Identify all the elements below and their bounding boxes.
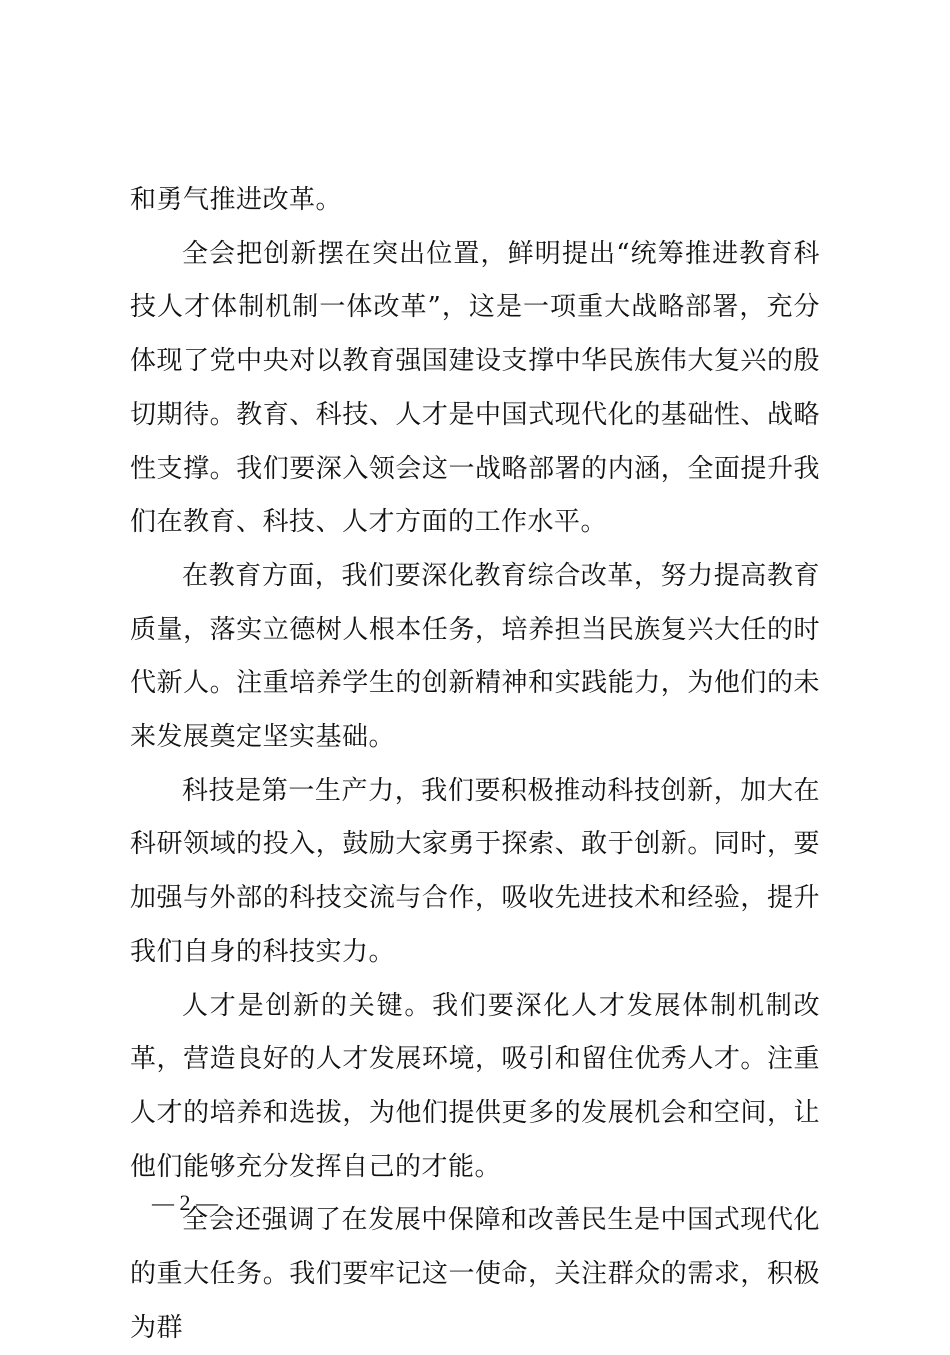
paragraph-continuation: 和勇气推进改革。 <box>130 185 343 215</box>
paragraph-talent: 人才是创新的关键。我们要深化人才发展体制机制改革，营造良好的人才发展环境，吸引和留住优秀人才。注重人才的培养和选拔，为他们提供更多的发展机会和空间，让他们能够充分发挥自己的才能。 <box>130 990 820 1182</box>
page-number: — 2 — <box>152 1190 218 1215</box>
paragraph-livelihood: 全会还强调了在发展中保障和改善民生是中国式现代化的重大任务。我们要牢记这一使命，关注群众的需求，积极为群 <box>130 1205 820 1343</box>
body-text <box>130 174 820 1355</box>
paragraph-education: 在教育方面，我们要深化教育综合改革，努力提高教育质量，落实立德树人根本任务，培养担当民族复兴大任的时代新人。注重培养学生的创新精神和实践能力，为他们的未来发展奠定坚实基础。 <box>130 560 820 753</box>
paragraph-innovation: 全会把创新摆在突出位置，鲜明提出“统筹推进教育科技人才体制机制一体改革”，这是一项重大战略部署，充分体现了党中央对以教育强国建设支撑中华民族伟大复兴的殷切期待。教育、科技、人才是中国式现代化的基础性、战略性支撑。我们要深入领会这一战略部署的内涵，全面提升我们在教育、科技、人才方面的工作水平。 <box>130 238 820 538</box>
paragraph-technology: 科技是第一生产力，我们要积极推动科技创新，加大在科研领域的投入，鼓励大家勇于探索、敢于创新。同时，要加强与外部的科技交流与合作，吸收先进技术和经验，提升我们自身的科技实力。 <box>130 775 820 967</box>
